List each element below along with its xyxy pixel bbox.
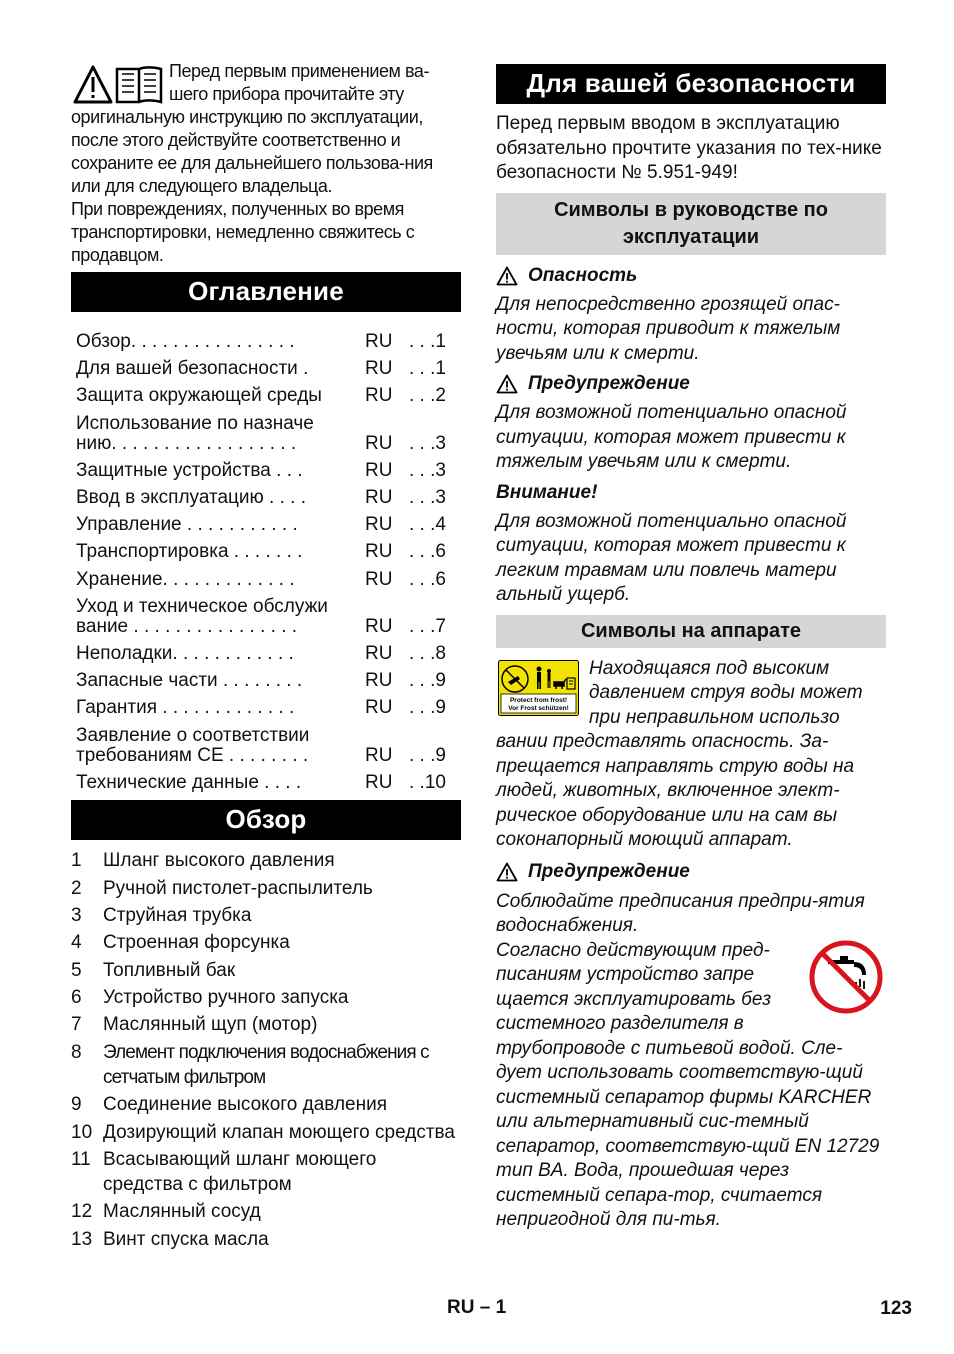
no-drinking-water-icon <box>808 939 884 1015</box>
symbols-manual-heading: Символы в руководстве по эксплуатации <box>496 193 886 255</box>
list-item-number: 6 <box>71 987 82 1009</box>
toc-entry-lang: RU <box>365 643 393 665</box>
list-item <box>71 985 461 1010</box>
list-item <box>71 848 461 873</box>
toc-entry-lang: RU <box>365 432 393 454</box>
list-item-number: 7 <box>71 1014 82 1036</box>
toc-entry[interactable] <box>71 538 461 565</box>
list-item <box>71 1199 461 1224</box>
list-item-text: Винт спуска масла <box>103 1228 269 1250</box>
toc-entry-page: . . .3 <box>409 459 446 481</box>
warning-text: Для возможной потенциально опасной ситуации, которая может привести к тяжелым увечьям или к смерти. <box>496 402 847 472</box>
toc-entry-lang: RU <box>365 771 393 793</box>
list-item-text: Соединение высокого давления <box>103 1094 387 1116</box>
jet-warning-text: Находящаяся под высоким давлением струя воды может при неправильном использо вании представлять опасность. За-прещается направлять струю воды на людей, животных, включенное элект-рическое оборудование или на сам вы соконапорный моющий аппарат. <box>496 657 863 850</box>
toc-entry-lang: RU <box>365 385 393 407</box>
list-item-number: 3 <box>71 904 82 926</box>
toc-entry-label: Уход и техническое обслужи <box>76 595 328 617</box>
list-item <box>71 876 461 901</box>
toc-entry-dots: . . . . . . . . . . . . . . . . <box>130 331 295 352</box>
water-separator-block <box>496 939 886 1233</box>
warning2-label: Предупреждение <box>528 860 690 882</box>
toc-entry-page: . . .9 <box>409 744 446 766</box>
list-item-text: Струйная трубка <box>103 904 252 926</box>
toc-entry-dots: . . . . . . . . . . . <box>181 514 298 536</box>
danger-text: Для непосредственно грозящей опас-ности, которая приводит к тяжелым увечьям или к смерти. <box>496 293 841 364</box>
toc-entry[interactable] <box>71 593 461 640</box>
toc-entry-page: . . .6 <box>409 541 446 563</box>
list-item <box>71 1012 461 1037</box>
water-supply-text: Соблюдайте предписания предпри-ятия водоснабжения. <box>496 890 865 936</box>
toc-entry-label: Заявление о соответствии <box>76 724 310 746</box>
intro-text: оригинальную инструкцию по эксплуатации, после этого действуйте соответственно и сохраните ее для дальнейшего пользова-ния или для следующего владельца. <box>71 107 433 196</box>
list-item-text: Маслянный сосуд <box>103 1201 261 1223</box>
list-item-number: 1 <box>71 850 82 872</box>
list-item <box>71 1227 461 1252</box>
list-item-text: Элемент подключения водоснабжения с сетчатым фильтром <box>103 1041 429 1088</box>
list-item-text: Строенная форсунка <box>103 932 290 954</box>
toc-entry-page: . . .8 <box>409 643 446 665</box>
toc-entry-dots: . . . . <box>258 771 302 793</box>
toc-entry-label: Запасные части <box>76 670 218 692</box>
page-number: 123 <box>880 1298 912 1319</box>
symbols-device-heading: Символы на аппарате <box>496 615 886 648</box>
sticker-line-1: Protect from frost! <box>509 696 568 704</box>
toc-entry-page: . . .9 <box>409 670 446 692</box>
toc-entry-lang: RU <box>365 514 393 536</box>
intro-block <box>71 60 461 267</box>
toc-entry-leader <box>76 430 296 457</box>
toc-entry-leader <box>76 457 303 484</box>
toc-entry-label: Хранение <box>76 568 163 590</box>
toc-entry-lang: RU <box>365 358 393 380</box>
toc-entry-label-cont: вание <box>76 615 129 637</box>
toc-entry-leader <box>76 613 297 640</box>
toc-entry-label: Управление <box>76 514 182 536</box>
jet-warning-block <box>496 657 886 853</box>
toc-entry-dots: . . . . . . . . . . . . . . . . . . <box>111 432 297 454</box>
safety-heading: Для вашей безопасности <box>496 64 886 104</box>
toc-entry-label: Ввод в эксплуатацию <box>76 487 264 509</box>
toc-heading: Оглавление <box>71 272 461 312</box>
toc-entry-lang: RU <box>365 331 393 352</box>
caution-heading <box>496 481 886 505</box>
table-of-contents <box>71 328 461 796</box>
high-pressure-jet-sticker-icon <box>498 660 579 716</box>
toc-entry-dots: . . . . <box>263 487 307 509</box>
right-column <box>496 64 886 1233</box>
toc-entry[interactable] <box>71 457 461 484</box>
toc-entry[interactable] <box>71 566 461 593</box>
toc-entry-leader <box>76 667 302 694</box>
toc-entry-page: . . .2 <box>409 385 446 407</box>
toc-entry-dots: . . . . . . . . . . . . <box>172 643 294 665</box>
danger-heading <box>496 264 886 288</box>
list-item-text: Ручной пистолет-распылитель <box>103 877 373 899</box>
list-item-number: 12 <box>71 1201 93 1223</box>
toc-entry-label: Технические данные <box>76 771 259 793</box>
toc-entry-leader <box>76 566 295 593</box>
sticker-line-2: Vor Frost schützen! <box>508 704 569 712</box>
water-separator-text: Согласно действующим пред-писаниям устройство запре щается эксплуатировать без системного разделителя в трубопроводе с питьевой водой. Сле-дует использовать соответствую-щий системный сепаратор фирмы KARCHER или альтернативный сис-темный сепаратор, соответствую-щий EN 12729 тип BA. Вода, прошедшая через системный сепара-тор, считается непригодной для пи-тья. <box>496 939 880 1230</box>
list-item-number: 10 <box>71 1121 93 1143</box>
danger-label: Опасность <box>528 264 638 286</box>
toc-entry-leader <box>76 328 295 355</box>
list-item-text: Топливный бак <box>103 959 236 981</box>
toc-entry-lang: RU <box>365 615 393 637</box>
toc-entry-lang: RU <box>365 697 393 719</box>
safety-intro-text: Перед первым вводом в эксплуатацию обязательно прочтите указания по тех-нике безопасности № 5.951-949! <box>496 113 882 183</box>
warning-manual-icon <box>73 65 167 105</box>
list-item <box>71 1092 461 1117</box>
warning2-heading <box>496 860 886 884</box>
toc-entry-lang: RU <box>365 568 393 590</box>
toc-entry-leader <box>76 511 298 538</box>
toc-entry[interactable] <box>71 694 461 721</box>
list-item-number: 13 <box>71 1228 93 1250</box>
toc-entry-label: Использование по назначе <box>76 412 314 434</box>
toc-entry-leader <box>76 355 308 382</box>
toc-entry-leader <box>76 382 322 409</box>
toc-entry[interactable] <box>71 640 461 667</box>
toc-entry-dots: . . . . . . . . . . . . . <box>162 568 295 590</box>
toc-entry-page: . .10 <box>409 771 446 793</box>
toc-entry-lang: RU <box>365 670 393 692</box>
toc-entry[interactable] <box>71 382 461 409</box>
list-item <box>71 958 461 983</box>
warning-label: Предупреждение <box>528 373 690 394</box>
list-item-text: Дозирующий клапан моющего средства <box>103 1121 455 1143</box>
toc-entry-page: . . .4 <box>409 514 446 536</box>
warning-triangle-icon <box>496 862 518 882</box>
toc-entry-label-cont: нию <box>76 432 112 454</box>
toc-entry-dots: . . . . . . . . <box>223 744 309 766</box>
toc-entry[interactable] <box>71 769 461 796</box>
intro-line-2: шего прибора прочитайте эту <box>169 84 404 104</box>
toc-entry-lang: RU <box>365 487 393 509</box>
footer-section: RU – 1 <box>447 1297 507 1318</box>
toc-entry-page: . . .1 <box>409 331 446 352</box>
toc-entry-page: . . .6 <box>409 568 446 590</box>
list-item <box>71 930 461 955</box>
toc-entry-dots: . . . . . . . <box>228 541 303 563</box>
toc-entry-leader <box>76 640 294 667</box>
toc-entry[interactable] <box>71 328 461 355</box>
toc-entry[interactable] <box>71 410 461 457</box>
caution-text: Для возможной потенциально опасной ситуации, которая может привести к легким травмам или повлечь матери альный ущерб. <box>496 510 847 605</box>
toc-entry-lang: RU <box>365 459 393 481</box>
toc-entry-label: Неполадки <box>76 643 173 665</box>
toc-entry-label-cont: требованиям CE <box>76 744 224 766</box>
toc-entry[interactable] <box>71 722 461 769</box>
overview-heading: Обзор <box>71 800 461 840</box>
list-item-number: 8 <box>71 1041 81 1063</box>
toc-entry-label: Транспортировка <box>76 541 229 563</box>
toc-entry-page: . . .9 <box>409 697 446 719</box>
list-item-number: 4 <box>71 932 82 954</box>
list-item <box>71 1147 461 1197</box>
list-item-number: 11 <box>71 1149 91 1171</box>
warning-heading <box>496 372 886 396</box>
list-item <box>71 1040 461 1090</box>
toc-entry-leader <box>76 742 308 769</box>
overview-list <box>71 848 461 1252</box>
list-item-text: Всасывающий шланг моющего средства с фильтром <box>103 1149 377 1196</box>
toc-entry-leader <box>76 538 302 565</box>
toc-entry-leader <box>76 769 301 796</box>
warning-triangle-icon <box>496 374 518 394</box>
list-item-text: Шланг высокого давления <box>103 850 335 872</box>
toc-entry-page: . . .3 <box>409 487 446 509</box>
intro-transport-text: При повреждениях, полученных во время транспортировки, немедленно свяжитесь с продавцом. <box>71 199 415 265</box>
list-item-number: 9 <box>71 1094 82 1116</box>
list-item-number: 5 <box>71 959 82 981</box>
left-column <box>71 60 461 1254</box>
toc-entry[interactable] <box>71 355 461 382</box>
toc-entry-lang: RU <box>365 541 393 563</box>
toc-entry[interactable] <box>71 667 461 694</box>
intro-line-1: Перед первым применением ва- <box>169 61 430 81</box>
toc-entry-page: . . .3 <box>409 432 446 454</box>
toc-entry-leader <box>76 694 294 721</box>
toc-entry-label: Защита окружающей среды <box>76 385 322 407</box>
warning-triangle-icon <box>496 266 518 286</box>
list-item-text: Маслянный щуп (мотор) <box>103 1014 318 1036</box>
list-item-text: Устройство ручного запуска <box>103 987 349 1009</box>
toc-entry-page: . . .1 <box>409 358 446 380</box>
toc-entry-dots: . . . . . . . . <box>217 670 303 692</box>
toc-entry-dots: . <box>297 358 309 380</box>
list-item <box>71 903 461 928</box>
toc-entry-dots: . . . . . . . . . . . . . <box>157 697 295 719</box>
caution-label: Внимание! <box>496 481 598 503</box>
list-item <box>71 1120 461 1145</box>
toc-entry-lang: RU <box>365 744 393 766</box>
list-item-number: 2 <box>71 877 82 899</box>
toc-entry[interactable] <box>71 484 461 511</box>
toc-entry-label: Обзор <box>76 331 131 352</box>
toc-entry[interactable] <box>71 511 461 538</box>
toc-entry-label: Защитные устройства <box>76 459 271 481</box>
toc-entry-leader <box>76 484 306 511</box>
toc-entry-label: Гарантия <box>76 697 158 719</box>
toc-entry-dots: . . . <box>270 459 303 481</box>
toc-entry-label: Для вашей безопасности <box>76 358 298 380</box>
toc-entry-dots: . . . . . . . . . . . . . . . . <box>128 615 298 637</box>
toc-entry-page: . . .7 <box>409 615 446 637</box>
